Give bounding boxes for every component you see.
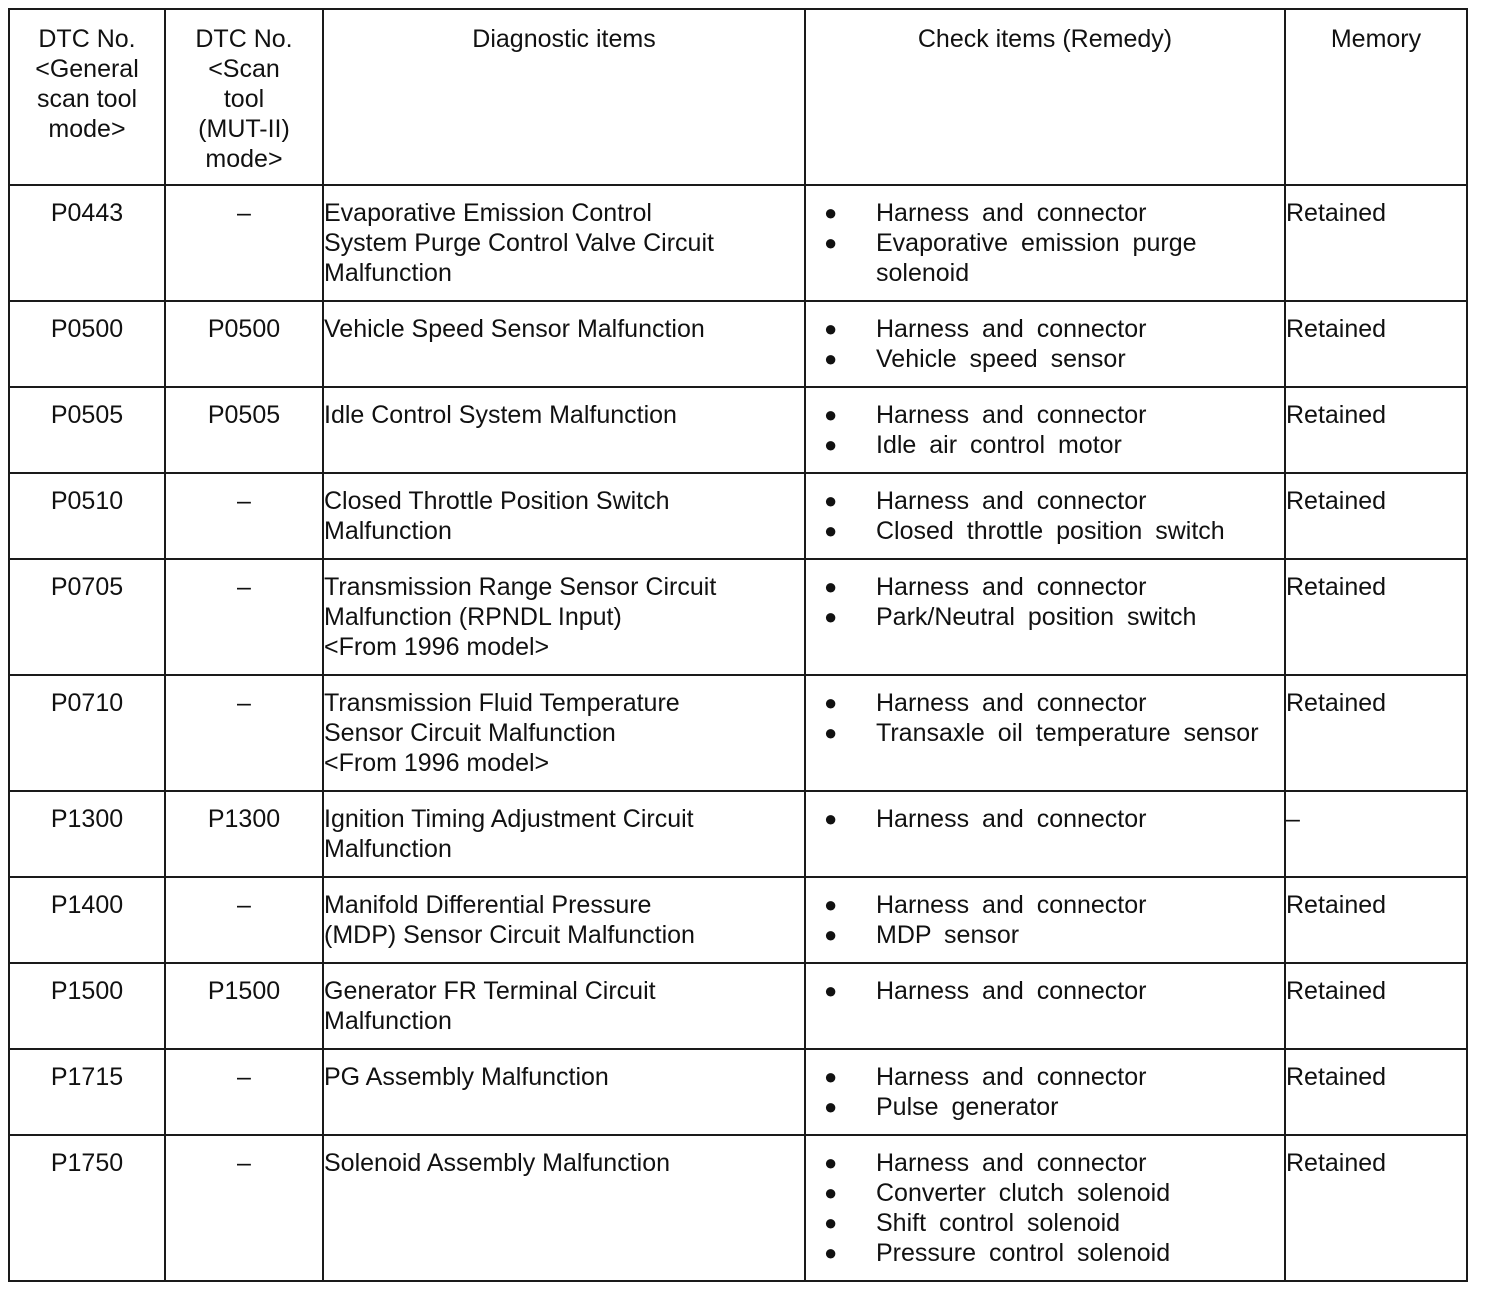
check-items bbox=[805, 559, 1285, 675]
check-items bbox=[805, 877, 1285, 963]
check-item-text: Harness and connector bbox=[876, 315, 1147, 343]
dtc-scan-code: – bbox=[165, 559, 323, 675]
diagnostic-line: Manifold Differential Pressure bbox=[324, 891, 652, 919]
header-scan-line: (MUT-II) bbox=[198, 115, 290, 143]
check-items bbox=[805, 473, 1285, 559]
check-items bbox=[805, 1049, 1285, 1135]
check-item-text: Harness and connector bbox=[876, 401, 1147, 429]
check-item bbox=[806, 890, 1272, 920]
header-scan-line: <Scan bbox=[208, 55, 280, 83]
bullet-icon: ● bbox=[824, 1210, 838, 1235]
diagnostic-item bbox=[323, 473, 805, 559]
bullet-icon: ● bbox=[824, 402, 838, 427]
bullet-icon: ● bbox=[824, 892, 838, 917]
check-item bbox=[806, 1062, 1272, 1092]
header-scan-line: mode> bbox=[205, 145, 283, 173]
bullet-icon: ● bbox=[824, 432, 838, 457]
check-item-text: Harness and connector bbox=[876, 573, 1147, 601]
header-diagnostic-items: Diagnostic items bbox=[323, 9, 805, 185]
bullet-icon: ● bbox=[824, 1094, 838, 1119]
memory-status: Retained bbox=[1285, 473, 1467, 559]
check-item-text: Converter clutch solenoid bbox=[876, 1179, 1171, 1207]
dtc-scan-code: P0500 bbox=[165, 301, 323, 387]
diagnostic-line: Solenoid Assembly Malfunction bbox=[324, 1149, 671, 1177]
memory-status: Retained bbox=[1285, 963, 1467, 1049]
check-item bbox=[806, 602, 1272, 632]
table-row bbox=[9, 301, 1467, 387]
diagnostic-item bbox=[323, 1049, 805, 1135]
memory-status: Retained bbox=[1285, 185, 1467, 301]
bullet-icon: ● bbox=[824, 1240, 838, 1265]
check-item-text: Idle air control motor bbox=[876, 431, 1122, 459]
diagnostic-line: Ignition Timing Adjustment Circuit bbox=[324, 805, 694, 833]
dtc-general-code: P0505 bbox=[9, 387, 165, 473]
header-check-items: Check items (Remedy) bbox=[805, 9, 1285, 185]
check-items bbox=[805, 1135, 1285, 1281]
check-items bbox=[805, 791, 1285, 877]
check-item-text: Park/Neutral position switch bbox=[876, 603, 1197, 631]
header-memory: Memory bbox=[1285, 9, 1467, 185]
header-row bbox=[9, 9, 1467, 185]
check-item-text: Shift control solenoid bbox=[876, 1209, 1121, 1237]
check-item bbox=[806, 314, 1272, 344]
bullet-icon: ● bbox=[824, 1180, 838, 1205]
check-item-text: Transaxle oil temperature sensor bbox=[876, 719, 1259, 747]
header-general-scan-tool bbox=[9, 9, 165, 185]
table-row bbox=[9, 387, 1467, 473]
memory-status: Retained bbox=[1285, 1049, 1467, 1135]
bullet-icon: ● bbox=[824, 574, 838, 599]
diagnostic-line: Idle Control System Malfunction bbox=[324, 401, 677, 429]
bullet-icon: ● bbox=[824, 346, 838, 371]
diagnostic-line: <From 1996 model> bbox=[324, 633, 550, 661]
diagnostic-item bbox=[323, 387, 805, 473]
check-list bbox=[806, 804, 1284, 834]
memory-status: Retained bbox=[1285, 675, 1467, 791]
dtc-general-code: P0705 bbox=[9, 559, 165, 675]
table-row bbox=[9, 185, 1467, 301]
check-item bbox=[806, 688, 1272, 718]
check-item bbox=[806, 572, 1272, 602]
dtc-scan-code: – bbox=[165, 185, 323, 301]
check-list bbox=[806, 400, 1284, 460]
check-item bbox=[806, 486, 1272, 516]
bullet-icon: ● bbox=[824, 488, 838, 513]
diagnostic-line: Transmission Fluid Temperature bbox=[324, 689, 680, 717]
check-list bbox=[806, 890, 1284, 950]
check-list bbox=[806, 198, 1284, 288]
diagnostic-line: (MDP) Sensor Circuit Malfunction bbox=[324, 921, 695, 949]
check-item bbox=[806, 198, 1272, 228]
check-list bbox=[806, 486, 1284, 546]
dtc-general-code: P0510 bbox=[9, 473, 165, 559]
bullet-icon: ● bbox=[824, 922, 838, 947]
header-scan-line: tool bbox=[223, 85, 265, 113]
check-item bbox=[806, 920, 1272, 950]
diagnostic-item bbox=[323, 791, 805, 877]
check-item bbox=[806, 516, 1272, 546]
table-row bbox=[9, 791, 1467, 877]
table-row bbox=[9, 963, 1467, 1049]
diagnostic-line: Malfunction bbox=[324, 1007, 452, 1035]
diagnostic-item bbox=[323, 301, 805, 387]
check-item bbox=[806, 430, 1272, 460]
table-row bbox=[9, 675, 1467, 791]
memory-status: Retained bbox=[1285, 1135, 1467, 1281]
table-body bbox=[9, 185, 1467, 1281]
diagnostic-line: Malfunction bbox=[324, 517, 452, 545]
dtc-scan-code: P0505 bbox=[165, 387, 323, 473]
check-item bbox=[806, 228, 1272, 288]
dtc-scan-code: – bbox=[165, 877, 323, 963]
check-item-text: Harness and connector bbox=[876, 689, 1147, 717]
header-general-line: scan tool bbox=[36, 85, 138, 113]
memory-status: Retained bbox=[1285, 387, 1467, 473]
bullet-icon: ● bbox=[824, 978, 838, 1003]
diagnostic-item bbox=[323, 185, 805, 301]
check-item-text: MDP sensor bbox=[876, 921, 1020, 949]
table-row bbox=[9, 1049, 1467, 1135]
diagnostic-line: Sensor Circuit Malfunction bbox=[324, 719, 616, 747]
check-item bbox=[806, 1092, 1272, 1122]
check-item-text: Harness and connector bbox=[876, 1149, 1147, 1177]
diagnostic-item bbox=[323, 877, 805, 963]
check-item bbox=[806, 976, 1272, 1006]
diagnostic-item bbox=[323, 559, 805, 675]
check-item bbox=[806, 1148, 1272, 1178]
check-list bbox=[806, 572, 1284, 632]
dtc-general-code: P1500 bbox=[9, 963, 165, 1049]
check-item bbox=[806, 400, 1272, 430]
check-item bbox=[806, 1208, 1272, 1238]
check-list bbox=[806, 1062, 1284, 1122]
table-row bbox=[9, 1135, 1467, 1281]
check-item bbox=[806, 718, 1272, 748]
dtc-scan-code: P1500 bbox=[165, 963, 323, 1049]
diagnostic-line: Evaporative Emission Control bbox=[324, 199, 652, 227]
table-row bbox=[9, 877, 1467, 963]
table-row bbox=[9, 559, 1467, 675]
dtc-scan-code: P1300 bbox=[165, 791, 323, 877]
dtc-table bbox=[8, 8, 1468, 1282]
bullet-icon: ● bbox=[824, 200, 838, 225]
table-row bbox=[9, 473, 1467, 559]
memory-status: Retained bbox=[1285, 301, 1467, 387]
check-items bbox=[805, 963, 1285, 1049]
dtc-scan-code: – bbox=[165, 1135, 323, 1281]
diagnostic-item bbox=[323, 1135, 805, 1281]
bullet-icon: ● bbox=[824, 806, 838, 831]
diagnostic-line: <From 1996 model> bbox=[324, 749, 550, 777]
header-general-line: DTC No. bbox=[38, 25, 136, 53]
dtc-scan-code: – bbox=[165, 675, 323, 791]
check-item-text: Vehicle speed sensor bbox=[876, 345, 1126, 373]
diagnostic-line: Malfunction bbox=[324, 259, 452, 287]
header-scan-line: DTC No. bbox=[195, 25, 293, 53]
check-items bbox=[805, 301, 1285, 387]
diagnostic-line: Transmission Range Sensor Circuit bbox=[324, 573, 717, 601]
check-list bbox=[806, 1148, 1284, 1268]
dtc-general-code: P1400 bbox=[9, 877, 165, 963]
check-item-text: Harness and connector bbox=[876, 805, 1147, 833]
dtc-general-code: P1300 bbox=[9, 791, 165, 877]
dtc-general-code: P1715 bbox=[9, 1049, 165, 1135]
diagnostic-item bbox=[323, 963, 805, 1049]
bullet-icon: ● bbox=[824, 1150, 838, 1175]
bullet-icon: ● bbox=[824, 230, 838, 255]
check-item bbox=[806, 1178, 1272, 1208]
diagnostic-line: Vehicle Speed Sensor Malfunction bbox=[324, 315, 705, 343]
bullet-icon: ● bbox=[824, 518, 838, 543]
bullet-icon: ● bbox=[824, 316, 838, 341]
diagnostic-line: PG Assembly Malfunction bbox=[324, 1063, 609, 1091]
header-scan-tool-mut bbox=[165, 9, 323, 185]
check-items bbox=[805, 387, 1285, 473]
diagnostic-line: Malfunction (RPNDL Input) bbox=[324, 603, 622, 631]
diagnostic-line: System Purge Control Valve Circuit bbox=[324, 229, 714, 257]
check-item-text: Harness and connector bbox=[876, 977, 1147, 1005]
header-general-line: mode> bbox=[48, 115, 126, 143]
dtc-general-code: P0443 bbox=[9, 185, 165, 301]
diagnostic-line: Closed Throttle Position Switch bbox=[324, 487, 670, 515]
check-item-text: Harness and connector bbox=[876, 891, 1147, 919]
memory-status: Retained bbox=[1285, 877, 1467, 963]
check-items bbox=[805, 675, 1285, 791]
dtc-scan-code: – bbox=[165, 1049, 323, 1135]
bullet-icon: ● bbox=[824, 720, 838, 745]
bullet-icon: ● bbox=[824, 690, 838, 715]
check-item-text: Pressure control solenoid bbox=[876, 1239, 1171, 1267]
check-item-text: Harness and connector bbox=[876, 199, 1147, 227]
check-item-text: Harness and connector bbox=[876, 487, 1147, 515]
dtc-general-code: P0500 bbox=[9, 301, 165, 387]
check-item bbox=[806, 1238, 1272, 1268]
check-item-text: Evaporative emission purge solenoid bbox=[876, 229, 1197, 287]
dtc-general-code: P0710 bbox=[9, 675, 165, 791]
check-items bbox=[805, 185, 1285, 301]
check-list bbox=[806, 688, 1284, 748]
diagnostic-line: Malfunction bbox=[324, 835, 452, 863]
check-item bbox=[806, 344, 1272, 374]
bullet-icon: ● bbox=[824, 1064, 838, 1089]
dtc-scan-code: – bbox=[165, 473, 323, 559]
header-general-line: <General bbox=[35, 55, 139, 83]
check-item bbox=[806, 804, 1272, 834]
memory-status: – bbox=[1285, 791, 1467, 877]
memory-status: Retained bbox=[1285, 559, 1467, 675]
check-item-text: Harness and connector bbox=[876, 1063, 1147, 1091]
check-list bbox=[806, 976, 1284, 1006]
diagnostic-line: Generator FR Terminal Circuit bbox=[324, 977, 656, 1005]
check-list bbox=[806, 314, 1284, 374]
check-item-text: Closed throttle position switch bbox=[876, 517, 1225, 545]
bullet-icon: ● bbox=[824, 604, 838, 629]
diagnostic-item bbox=[323, 675, 805, 791]
dtc-general-code: P1750 bbox=[9, 1135, 165, 1281]
check-item-text: Pulse generator bbox=[876, 1093, 1059, 1121]
